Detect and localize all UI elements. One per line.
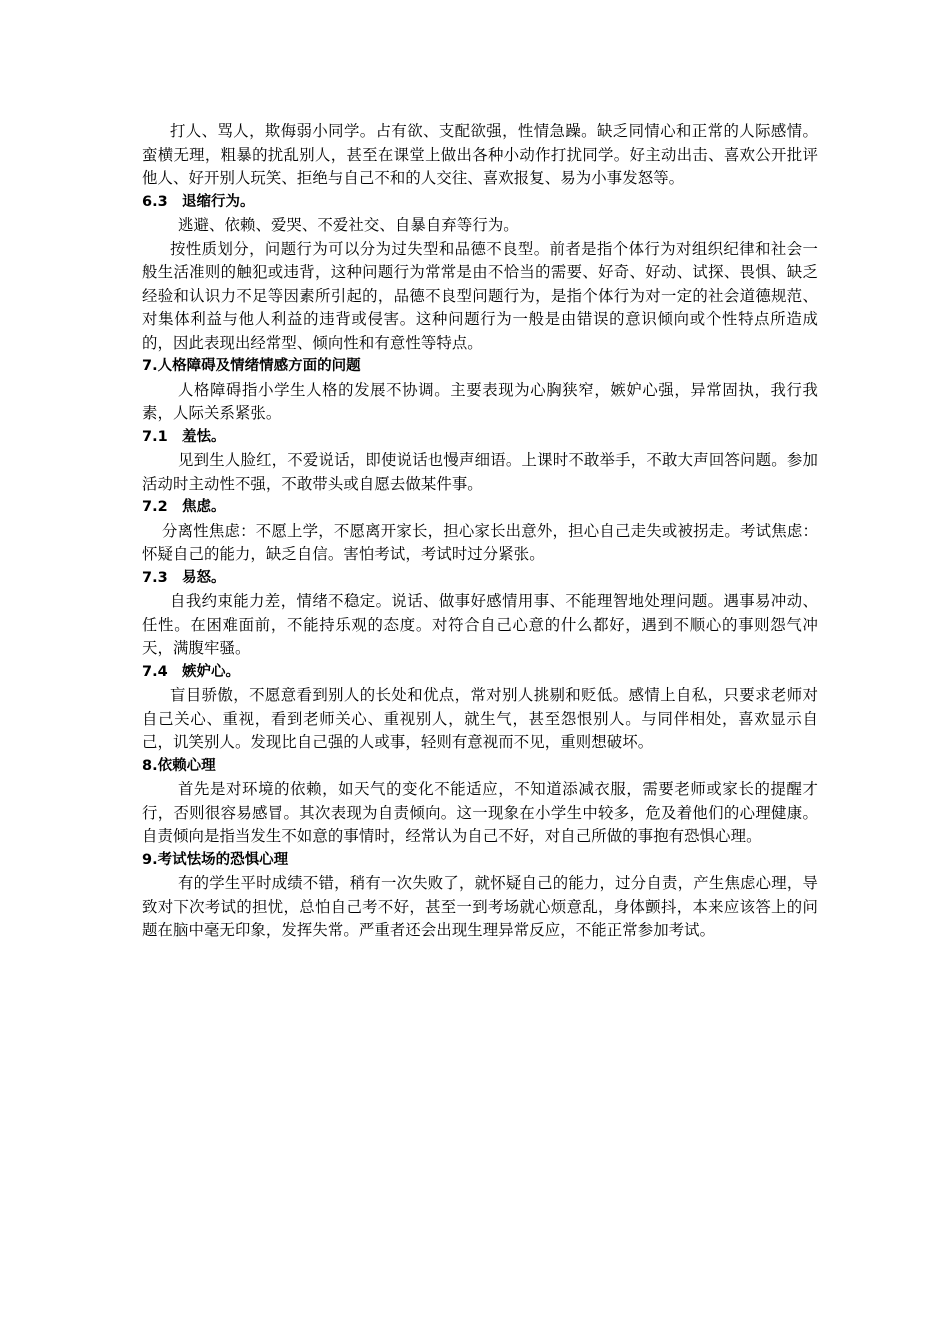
heading-6-3 — [142, 191, 818, 215]
heading-7-4 — [142, 661, 818, 685]
paragraph-behavior-classification: 按性质划分，问题行为可以分为过失型和品德不良型。前者是指个体行为对组织纪律和社会一般生活准则的触犯或违背，这种问题行为常常是由不恰当的需要、好奇、好动、试探、畏惧、缺乏经验和认识力不足等因素所引起的，品德不良型问题行为，是指个体行为对一定的社会道德规范、对集体利益与他人利益的违背或侵害。这种问题行为一般是由错误的意识倾向或个性特点所造成的，因此表现出经常型、倾向性和有意性等特点。 — [142, 239, 818, 352]
paragraph-jealousy: 盲目骄傲，不愿意看到别人的长处和优点，常对别人挑剔和贬低。感情上自私，只要求老师对自己关心、重视，看到老师关心、重视别人，就生气，甚至怨恨别人。与同伴相处，喜欢显示自己，讥笑别人。发现比自己强的人或事，轻则有意视而不见，重则想破坏。 — [142, 686, 818, 751]
paragraph-aggressive-behavior: 打人、骂人，欺侮弱小同学。占有欲、支配欲强，性情急躁。缺乏同情心和正常的人际感情。蛮横无理，粗暴的扰乱别人，甚至在课堂上做出各种小动作打扰同学。好主动出击、喜欢公开批评他人、好开别人玩笑、拒绝与自己不和的人交往、喜欢报复、易为小事发怒等。 — [142, 122, 818, 187]
heading-text: 羞怯。 — [182, 428, 226, 445]
heading-9: 9.考试怯场的恐惧心理 — [142, 851, 289, 868]
paragraph-withdrawal: 逃避、依赖、爱哭、不爱社交、自暴自弃等行为。 — [178, 216, 519, 234]
heading-number: 6.3 — [142, 193, 168, 210]
heading-text: 易怒。 — [182, 569, 226, 586]
document-page — [142, 120, 818, 943]
heading-text: 退缩行为。 — [182, 193, 255, 210]
heading-number: 7.1 — [142, 428, 168, 445]
heading-7-2 — [142, 496, 818, 520]
paragraph-anxiety: 分离性焦虑：不愿上学，不愿离开家长，担心家长出意外，担心自己走失或被拐走。考试焦虑：怀疑自己的能力，缺乏自信。害怕考试，考试时过分紧张。 — [142, 521, 818, 563]
heading-7-3 — [142, 567, 818, 591]
heading-text: 嫉妒心。 — [182, 663, 240, 680]
paragraph-irritability: 自我约束能力差，情绪不稳定。说话、做事好感情用事、不能理智地处理问题。遇事易冲动、任性。在困难面前，不能持乐观的态度。对符合自己心意的什么都好，遇到不顺心的事则怨气冲天，满腹牢骚。 — [142, 592, 818, 657]
paragraph-shyness: 见到生人脸红，不爱说话，即使说话也慢声细语。上课时不敢举手，不敢大声回答问题。参加活动时主动性不强，不敢带头或自愿去做某件事。 — [142, 451, 818, 493]
paragraph-personality-disorder: 人格障碍指小学生人格的发展不协调。主要表现为心胸狭窄，嫉妒心强，异常固执，我行我素，人际关系紧张。 — [142, 380, 818, 422]
heading-number: 7.4 — [142, 663, 168, 680]
heading-7: 7.人格障碍及情绪情感方面的问题 — [142, 358, 361, 374]
heading-text: 焦虑。 — [182, 499, 226, 515]
heading-number: 7.3 — [142, 569, 168, 586]
heading-8: 8.依赖心理 — [142, 757, 216, 774]
paragraph-dependence: 首先是对环境的依赖，如天气的变化不能适应，不知道添减衣服，需要老师或家长的提醒才行，否则很容易感冒。其次表现为自责倾向。这一现象在小学生中较多，危及着他们的心理健康。自责倾向是指当发生不如意的事情时，经常认为自己不好，对自己所做的事抱有恐惧心理。 — [142, 780, 818, 845]
heading-number: 7.2 — [142, 499, 168, 515]
heading-7-1 — [142, 426, 818, 450]
paragraph-exam-fear: 有的学生平时成绩不错，稍有一次失败了，就怀疑自己的能力，过分自责，产生焦虑心理，导致对下次考试的担忧，总怕自己考不好，甚至一到考场就心烦意乱，身体颤抖，本来应该答上的问题在脑中毫无印象，发挥失常。严重者还会出现生理异常反应，不能正常参加考试。 — [142, 874, 818, 939]
